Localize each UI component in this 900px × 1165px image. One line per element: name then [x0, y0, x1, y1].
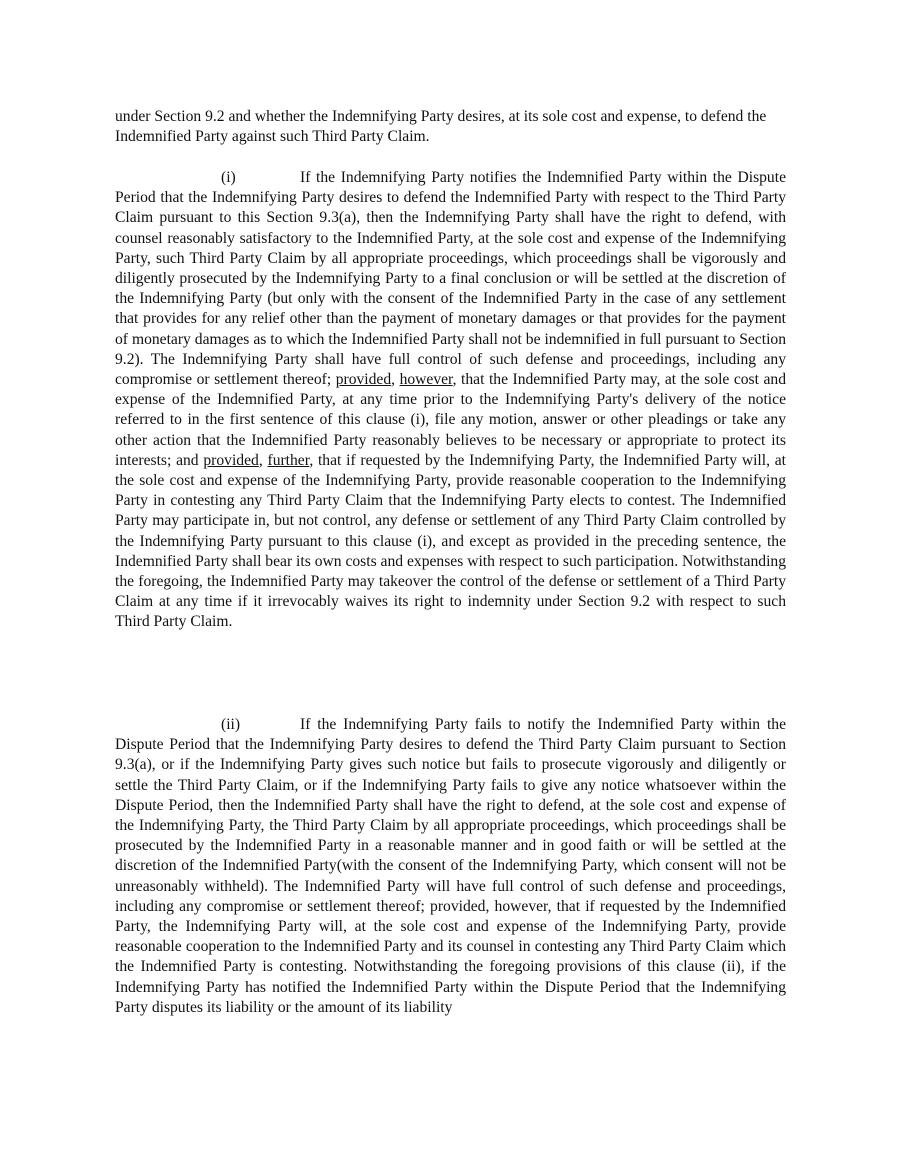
- paragraph-clause-ii: [115, 715, 786, 1018]
- clause-i-number: (i): [221, 169, 236, 186]
- comma-2: ,: [258, 451, 263, 469]
- clause-ii-text: If the Indemnifying Party fails to notify the Indemnified Party within the Dispute Period that the Indemnifying Party desires to defend the Third Party Claim pursuant to Section 9.3(a), or if the Indemnifying Party gives such notice but fails to prosecute vigorously and diligently or settle the Third Party Claim, or if the Indemnifying Party fails to give any notice whatsoever within the Dispute Period, then the Indemnified Party shall have the right to defend, at the sole cost and expense of the Indemnifying Party, the Third Party Claim by all appropriate proceedings, which proceedings shall be prosecuted by the Indemnified Party in a reasonable manner and in good faith or will be settled at the discretion of the Indemnified Party(with the consent of the Indemnifying Party, which consent will not be unreasonably withheld). The Indemnified Party will have full control of such defense and proceedings, including any compromise or settlement thereof; provided, however, that if requested by the Indemnified Party, the Indemnifying Party will, at the sole cost and expense of the Indemnifying Party, provide reasonable cooperation to the Indemnified Party and its counsel in contesting any Third Party Claim which the Indemnified Party is contesting. Notwithstanding the foregoing provisions of this clause (ii), if the Indemnifying Party has notified the Indemnified Party within the Dispute Period that the Indemnifying Party disputes its liability or the amount of its liability: [115, 716, 786, 1016]
- paragraph-intro: [115, 107, 786, 147]
- paragraph-clause-i: [115, 168, 786, 633]
- clause-i-text-part2: , that the Indemnified Party may, at the sole cost and expense of the Indemnified Party, at any time prior to the Indemnifying Party's delivery of the notice referred to in the first sentence of this clause (i), file any motion, answer or other pleadings or take any other action that the Indemnified Party reasonably believes to be necessary or appropriate to protect its interests; and: [115, 371, 786, 469]
- intro-text: under Section 9.2 and whether the Indemnifying Party desires, at its sole cost and expense, to defend the Indemnified Party against such Third Party Claim.: [115, 108, 767, 146]
- clause-i-text-part1: If the Indemnifying Party notifies the Indemnified Party within the Dispute Period that the Indemnifying Party desires to defend the Indemnified Party with respect to the Third Party Claim pursuant to this Section 9.3(a), then the Indemnifying Party shall have the right to defend, with counsel reasonably satisfactory to the Indemnified Party, at the sole cost and expense of the Indemnifying Party, such Third Party Claim by all appropriate proceedings, which proceedings shall be vigorously and diligently prosecuted by the Indemnifying Party to a final conclusion or will be settled at the discretion of the Indemnifying Party (but only with the consent of the Indemnified Party in the case of any settlement that provides for any relief other than the payment of monetary damages or that provides for the payment of monetary damages as to which the Indemnified Party shall not be indemnified in full pursuant to Section 9.2). The Indemnifying Party shall have full control of such defense and proceedings, including any compromise or settlement thereof;: [115, 169, 786, 389]
- clause-ii-number: (ii): [221, 716, 241, 733]
- further-term: further: [267, 451, 310, 469]
- provided-term-2: provided: [203, 451, 259, 469]
- comma-1: ,: [391, 371, 396, 389]
- however-term: however: [399, 371, 453, 389]
- clause-i-text-part3: , that if requested by the Indemnifying Party, the Indemnified Party will, at the sole cost and expense of the Indemnifying Party, provide reasonable cooperation to the Indemnifying Party in contesting any Third Party Claim that the Indemnifying Party elects to contest. The Indemnified Party may participate in, but not control, any defense or settlement of any Third Party Claim controlled by the Indemnifying Party pursuant to this clause (i), and except as provided in the preceding sentence, the Indemnified Party shall bear its own costs and expenses with respect to such participation. Notwithstanding the foregoing, the Indemnified Party may takeover the control of the defense or settlement of a Third Party Claim at any time if it irrevocably waives its right to indemnity under Section 9.2 with respect to such Third Party Claim.: [115, 451, 787, 631]
- provided-term-1: provided: [335, 371, 392, 389]
